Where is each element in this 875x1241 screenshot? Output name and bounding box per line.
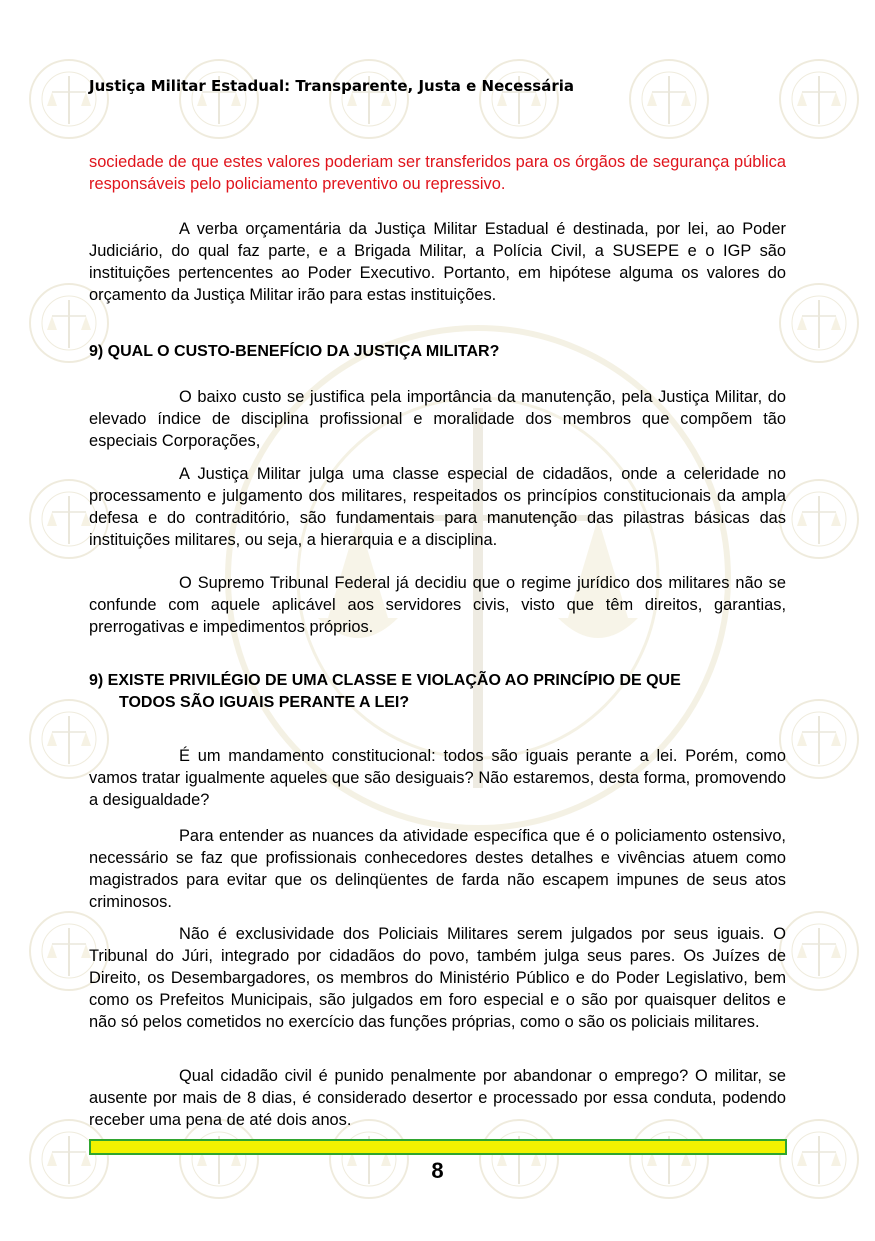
seal-watermark-icon: [28, 58, 110, 140]
seal-watermark-icon: [178, 58, 260, 140]
paragraph-7: Para entender as nuances da atividade específica que é o policiamento ostensivo, necessário se faz que profissionais conhecedores destes detalhes e vivências atuem como magistrados para evitar que os delinqüentes de farda não escapem impunes de seus atos criminosos.: [89, 827, 786, 911]
seal-watermark-icon: [778, 58, 860, 140]
heading-line-2: TODOS SÃO IGUAIS PERANTE A LEI?: [119, 694, 410, 711]
page-number: 8: [431, 1158, 444, 1183]
seal-watermark-icon: [478, 58, 560, 140]
paragraph-6: É um mandamento constitucional: todos são iguais perante a lei. Porém, como vamos tratar igualmente aqueles que são desiguais? Não estaremos, desta forma, promovendo a desigualdade?: [89, 747, 786, 809]
seal-watermark-icon: [328, 58, 410, 140]
paragraph-5: O Supremo Tribunal Federal já decidiu que o regime jurídico dos militares não se confunde com aquele aplicável aos servidores civis, visto que têm direitos, garantias, prerrogativas e impedimentos próprios.: [89, 574, 786, 636]
paragraph-4: A Justiça Militar julga uma classe especial de cidadãos, onde a celeridade no processamento e julgamento dos militares, respeitados os princípios constitucionais da ampla defesa e do contraditório, são fundamentais para manutenção das pilastras básicas das instituições militares, ou seja, a hierarquia e a disciplina.: [89, 465, 786, 549]
seal-watermark-icon: [628, 58, 710, 140]
paragraph-8: Não é exclusividade dos Policiais Militares serem julgados por seus iguais. O Tribunal do Júri, integrado por cidadãos do povo, também julga seus pares. Os Juízes de Direito, os Desembargadores, os membros do Ministério Público e do Poder Legislativo, bem como os Prefeitos Municipais, são julgados em foro especial e o são por quaisquer delitos e não só pelos cometidos no exercício das funções próprias, como o são os policiais militares.: [89, 925, 786, 1031]
section-heading-privilegio: [89, 670, 786, 714]
section-heading-custo-beneficio: 9) QUAL O CUSTO-BENEFÍCIO DA JUSTIÇA MILITAR?: [89, 343, 500, 360]
paragraph-3: O baixo custo se justifica pela importância da manutenção, pela Justiça Militar, do elevado índice de disciplina profissional e moralidade dos membros que compõem tão especiais Corporações,: [89, 388, 786, 450]
heading-line-1: 9) EXISTE PRIVILÉGIO DE UMA CLASSE E VIOLAÇÃO AO PRINCÍPIO DE QUE: [89, 672, 681, 689]
seal-watermark-icon: [778, 282, 860, 364]
paragraph-9: Qual cidadão civil é punido penalmente por abandonar o emprego? O militar, se ausente por mais de 8 dias, é considerado desertor e processado por essa conduta, podendo receber uma pena de até dois anos.: [89, 1067, 786, 1129]
seal-watermark-icon: [778, 478, 860, 560]
paragraph-1: sociedade de que estes valores poderiam ser transferidos para os órgãos de segurança pública responsáveis pelo policiamento preventivo ou repressivo.: [89, 153, 786, 193]
paragraph-2: A verba orçamentária da Justiça Militar Estadual é destinada, por lei, ao Poder Judiciário, do qual faz parte, e a Brigada Militar, a Polícia Civil, a SUSEPE e o IGP são instituições pertencentes ao Poder Executivo. Portanto, em hipótese alguma os valores do orçamento da Justiça Militar irão para estas instituições.: [89, 220, 786, 304]
seal-watermark-icon: [778, 698, 860, 780]
seal-watermark-icon: [778, 910, 860, 992]
footer-bar: [89, 1139, 787, 1155]
running-header: Justiça Militar Estadual: Transparente, Justa e Necessária: [89, 77, 574, 95]
